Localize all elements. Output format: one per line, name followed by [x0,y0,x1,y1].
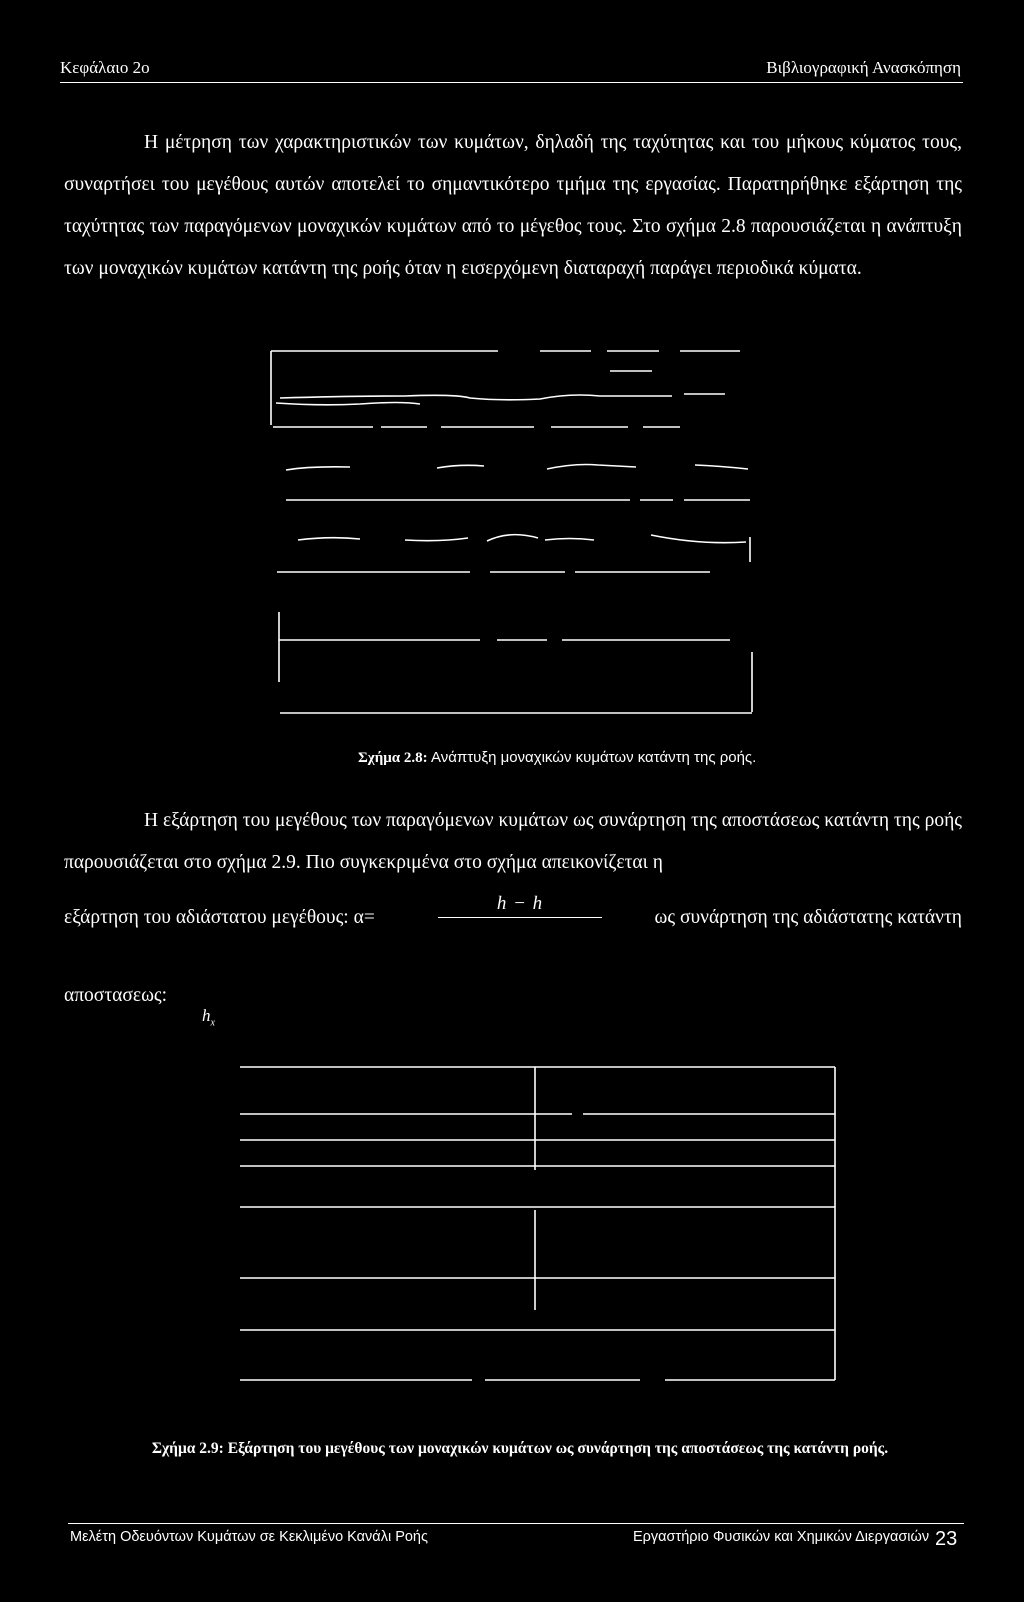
figure-2-8-caption-text: Ανάπτυξη μοναχικών κυμάτων κατάντη της ροής. [427,749,757,766]
denominator-symbol: h [202,1006,211,1025]
footer-lab-name: Εργαστήριο Φυσικών και Χημικών Διεργασιών [633,1529,930,1545]
fraction-numerator: h − h [496,893,544,914]
equation-left-text: εξάρτηση του αδιάστατου μεγέθους: α= [64,907,375,928]
figure-2-8-label: Σχήμα 2.8: [358,750,428,766]
figure-2-9-caption: Σχήμα 2.9: Εξάρτηση του μεγέθους των μοναχικών κυμάτων ως συνάρτηση της αποστάσεως της κατάντη ροής. [151,1440,889,1457]
paragraph-text-2: Η εξάρτηση του μεγέθους των παραγόμενων κυμάτων ως συνάρτηση της αποστάσεως κατάντη της ροής παρουσιάζεται στο σχήμα 2.9. Πιο συγκεκριμένα στο σχήμα απεικονίζεται η [64,810,962,873]
page-number: 23 [935,1528,958,1550]
footer-thesis-title: Μελέτη Οδευόντων Κυμάτων σε Κεκλιμένο Κανάλι Ροής [70,1529,428,1545]
equation-right-text: ως συνάρτηση της αδιάστατης κατάντη [654,907,962,928]
denominator-subscript: x [210,1017,215,1029]
chapter-header: Κεφάλαιο 2ο [60,58,150,77]
footer-divider [68,1523,964,1524]
equation-continuation: αποστασεως: [64,985,168,1006]
section-header: Βιβλιογραφική Ανασκόπηση [766,58,961,77]
paragraph-text: Η μέτρηση των χαρακτηριστικών των κυμάτων, δηλαδή της ταχύτητας και του μήκους κύματος τους, συναρτήσει του μεγέθους αυτών αποτελεί το σημαντικότερο τμήμα της εργασίας. Παρατηρήθηκε εξάρτηση της ταχύτητας των παραγόμενων μοναχικών κυμάτων από το μέγεθος τους. Στο σχήμα 2.8 παρουσιάζεται η ανάπτυξη των μοναχικών κυμάτων κατάντη της ροής όταν η εισερχόμενη διαταραχή παράγει περιοδικά κύματα. [64,132,962,279]
